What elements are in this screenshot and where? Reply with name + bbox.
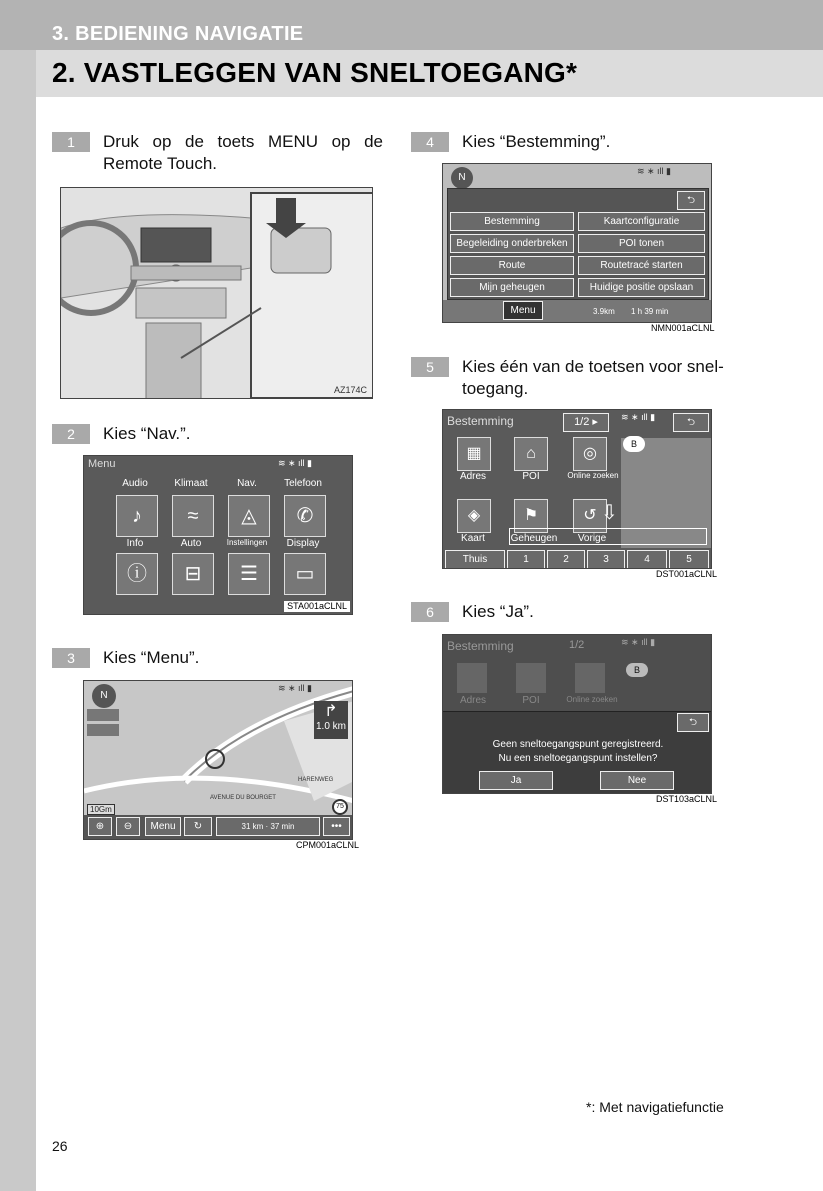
screen-title: Bestemming — [447, 639, 514, 653]
nee-button[interactable]: Nee — [600, 771, 674, 790]
parking-icon[interactable] — [87, 724, 119, 736]
poi-icon[interactable]: ⌂ — [514, 437, 548, 471]
nav-icon[interactable]: ◬ — [228, 495, 270, 537]
routetrace-starten-button[interactable]: Routetracé starten — [578, 256, 705, 275]
step-text-3: Kies “Menu”. — [103, 648, 200, 667]
dialog-message-2: Nu een sneltoegangspunt instellen? — [498, 753, 658, 764]
step-text-5: Kies één van de toetsen voor snel-toegang. — [462, 357, 724, 398]
compass-icon[interactable]: N — [451, 167, 473, 189]
map-menu-button[interactable]: Menu — [145, 817, 181, 836]
page-indicator: 1/2 — [569, 639, 585, 651]
dialog-back-button[interactable]: ⮌ — [677, 713, 709, 732]
figure-5-code: DST001aCLNL — [653, 569, 720, 580]
shortcut-2-button[interactable]: 2 — [547, 550, 585, 569]
adres-label: Adres — [459, 471, 487, 482]
figure-map-screen — [83, 680, 353, 840]
poi-tonen-button[interactable]: POI tonen — [578, 234, 705, 253]
online-search-icon[interactable]: ◎ — [573, 437, 607, 471]
address-icon[interactable]: ▦ — [457, 437, 491, 471]
menu-label-auto: Auto — [180, 538, 202, 549]
status-icons: ≋ ∗ ıll ▮ — [621, 637, 656, 647]
status-icons: ≋ ∗ ıll ▮ — [621, 412, 656, 422]
page-title-bar — [36, 50, 823, 97]
speed-limit: 75 — [332, 799, 348, 815]
screen-title: Bestemming — [447, 414, 514, 428]
info-icon[interactable]: ⓘ — [116, 553, 158, 595]
shortcut-1-button[interactable]: 1 — [507, 550, 545, 569]
phone-icon[interactable]: ✆ — [284, 495, 326, 537]
figure-nav-menu — [442, 163, 712, 323]
route-button[interactable]: ↻ — [184, 817, 212, 836]
figure-6-code: DST103aCLNL — [653, 794, 720, 805]
address-icon — [457, 663, 487, 693]
marker-badge: B — [623, 436, 645, 452]
online-zoeken-label: Online zoeken — [566, 695, 618, 704]
kaart-label: Kaart — [461, 533, 485, 544]
figure-4-code: NMN001aCLNL — [648, 323, 718, 334]
map-icon[interactable]: ◈ — [457, 499, 491, 533]
menu-button[interactable]: Menu — [503, 301, 543, 320]
climate-icon[interactable]: ≈ — [172, 495, 214, 537]
step-number-2: 2 — [52, 424, 90, 444]
menu-label-display: Display — [286, 538, 320, 549]
page-number: 26 — [52, 1138, 68, 1154]
figure-bestemming-screen — [442, 409, 712, 569]
display-icon[interactable]: ▭ — [284, 553, 326, 595]
car-icon[interactable]: ⊟ — [172, 553, 214, 595]
status-icons: ≋ ∗ ıll ▮ — [277, 683, 312, 693]
shortcut-3-button[interactable]: 3 — [587, 550, 625, 569]
figure-dashboard — [60, 187, 373, 399]
poi-label: POI — [522, 695, 540, 706]
figure-3-code: CPM001aCLNL — [293, 840, 362, 851]
settings-icon[interactable]: ☰ — [228, 553, 270, 595]
turn-indicator — [314, 701, 348, 739]
figure-confirm-screen — [442, 634, 712, 794]
memory-icon[interactable]: ⚑ — [514, 499, 548, 533]
kaartconfiguratie-button[interactable]: Kaartconfiguratie — [578, 212, 705, 231]
step-number-3: 3 — [52, 648, 90, 668]
street-label-1: AVENUE DU BOURGET — [210, 795, 276, 801]
zoom-out-button[interactable]: ⊖ — [116, 817, 140, 836]
ja-button[interactable]: Ja — [479, 771, 553, 790]
menu-label-telefoon: Telefoon — [284, 478, 322, 489]
menu-label-instellingen: Instellingen — [226, 538, 268, 547]
online-search-icon — [575, 663, 605, 693]
bestemming-button[interactable]: Bestemming — [450, 212, 574, 231]
music-note-icon[interactable]: ♪ — [116, 495, 158, 537]
step-text-4: Kies “Bestemming”. — [462, 132, 611, 151]
online-zoeken-label: Online zoeken — [567, 471, 619, 480]
compass-icon[interactable]: N — [92, 684, 116, 708]
page-indicator[interactable]: 1/2 ▸ — [563, 413, 609, 432]
previous-icon[interactable]: ↺ — [573, 499, 607, 533]
back-button[interactable]: ⮌ — [673, 413, 709, 432]
step-text-2: Kies “Nav.”. — [103, 424, 191, 443]
status-icons: ≋ ∗ ıll ▮ — [636, 166, 671, 176]
down-arrow-icon: ⇩ — [601, 502, 618, 524]
menu-label-audio: Audio — [122, 478, 148, 489]
step-number-1: 1 — [52, 132, 90, 152]
map-toolbar — [443, 300, 712, 322]
geheugen-label: Geheugen — [510, 533, 558, 544]
menu-label-nav: Nav. — [237, 478, 257, 489]
poi-label: POI — [522, 471, 540, 482]
map-scale: 10Gm — [87, 804, 115, 815]
dashboard-illustration — [61, 188, 373, 399]
shortcut-5-button[interactable]: 5 — [669, 550, 709, 569]
section-title: 3. BEDIENING NAVIGATIE — [52, 23, 304, 45]
route-button[interactable]: Route — [450, 256, 574, 275]
figure-code: AZ174C — [333, 385, 367, 395]
thuis-button[interactable]: Thuis — [445, 550, 505, 569]
route-distance: 3.9km — [593, 307, 615, 316]
page-margin-bar — [0, 0, 36, 1191]
dialog-message-1: Geen sneltoegangspunt geregistreerd. — [492, 739, 664, 750]
step-number-4: 4 — [411, 132, 449, 152]
street-label-2: HARENWEG — [298, 777, 334, 783]
route-time: 1 h 39 min — [631, 307, 669, 316]
step-number-6: 6 — [411, 602, 449, 622]
step-text-1: Druk op de toets MENU op de Remote Touch. — [103, 132, 383, 173]
step-number-5: 5 — [411, 357, 449, 377]
more-button[interactable]: ••• — [323, 817, 350, 836]
menu-label-info: Info — [126, 538, 144, 549]
marker-badge: B — [626, 663, 648, 677]
figure-code: STA001aCLNL — [284, 601, 350, 612]
page-number: 1/2 — [574, 416, 590, 428]
turn-arrow-icon: ↱ — [324, 703, 338, 720]
page-title: 2. VASTLEGGEN VAN SNELTOEGANG* — [52, 57, 578, 88]
poi-icon — [516, 663, 546, 693]
route-info[interactable]: 31 km · 37 min — [216, 817, 320, 836]
zoom-in-button[interactable]: ⊕ — [88, 817, 112, 836]
begeleiding-onderbreken-button[interactable]: Begeleiding onderbreken — [450, 234, 574, 253]
route-min: 37 min — [270, 822, 295, 831]
status-icons: ≋ ∗ ıll ▮ — [277, 458, 312, 468]
adres-label: Adres — [459, 695, 487, 706]
step-text-6: Kies “Ja”. — [462, 602, 534, 621]
mijn-geheugen-button[interactable]: Mijn geheugen — [450, 278, 574, 297]
huidige-positie-opslaan-button[interactable]: Huidige positie opslaan — [578, 278, 705, 297]
turn-distance: 1.0 km — [315, 721, 346, 732]
route-mode-icon[interactable] — [87, 709, 119, 721]
footnote: *: Met navigatiefunctie — [586, 1099, 724, 1115]
screen-title: Menu — [88, 458, 116, 470]
menu-label-klimaat: Klimaat — [174, 478, 208, 489]
section-header — [0, 0, 823, 50]
shortcut-4-button[interactable]: 4 — [627, 550, 667, 569]
route-km: 31 km — [241, 822, 264, 831]
figure-menu-screen — [83, 455, 353, 615]
back-button[interactable]: ⮌ — [677, 191, 705, 210]
vorige-label: Vorige — [577, 533, 607, 544]
